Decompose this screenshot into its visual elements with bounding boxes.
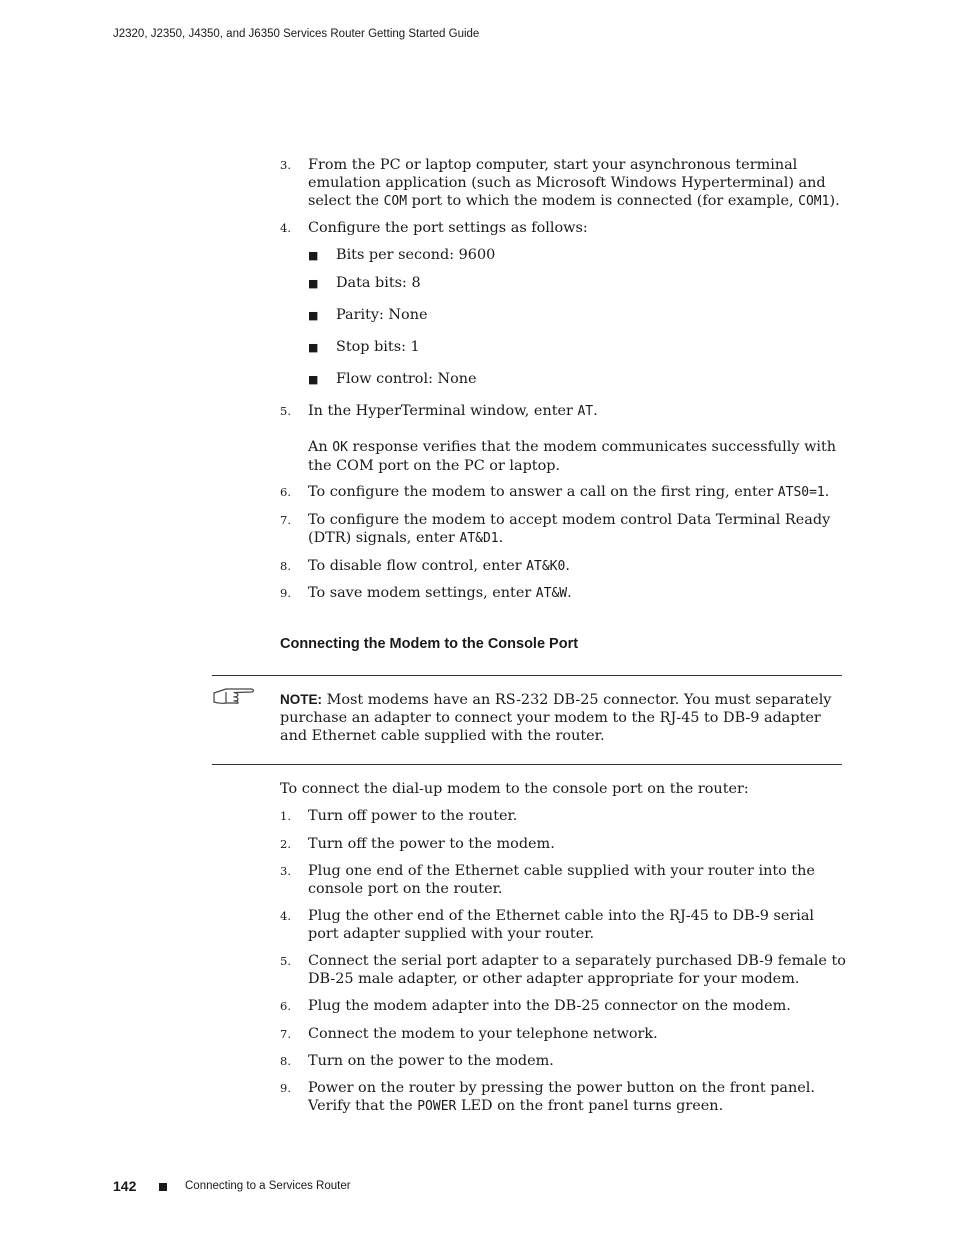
bullet-text: Data bits: 8 <box>336 275 421 291</box>
step-number: 1. <box>280 809 291 823</box>
step-number: 5. <box>280 954 291 968</box>
footer-section-title: Connecting to a Services Router <box>185 1180 351 1192</box>
step-text: Plug the other end of the Ethernet cable into the RJ-45 to DB-9 serial port adapter supplied with your router. <box>308 908 815 942</box>
step-text: In the HyperTerminal window, enter AT. <box>308 403 598 419</box>
step-number: 7. <box>280 513 291 527</box>
step-text: Connect the modem to your telephone network. <box>308 1026 658 1042</box>
step-text: To disable flow control, enter AT&K0. <box>308 558 570 574</box>
step-text: Connect the serial port adapter to a separately purchased DB-9 female to DB-25 male adapter, or other adapter appropriate for your modem. <box>308 953 846 987</box>
step-number: 2. <box>280 837 291 851</box>
step-number: 9. <box>280 586 291 600</box>
step-text: Turn off power to the router. <box>308 808 518 824</box>
step-number: 6. <box>280 999 291 1013</box>
page-number: 142 <box>113 1178 137 1194</box>
step-paragraph: An OK response verifies that the modem communicates successfully with the COM port on the PC or laptop. <box>308 439 837 474</box>
step-number: 3. <box>280 864 291 878</box>
step-text: Turn off the power to the modem. <box>308 836 555 852</box>
step-text: To configure the modem to accept modem control Data Terminal Ready (DTR) signals, enter AT&D1. <box>308 512 831 546</box>
running-header: J2320, J2350, J4350, and J6350 Services Router Getting Started Guide <box>113 28 480 40</box>
bullet-text: Flow control: None <box>336 371 477 387</box>
step-text: Plug the modem adapter into the DB-25 connector on the modem. <box>308 998 791 1014</box>
step-text: To save modem settings, enter AT&W. <box>308 585 572 601</box>
step-text: From the PC or laptop computer, start your asynchronous terminal emulation application (such as Microsoft Windows Hyperterminal) and select the COM port to which the modem is connected (for example, COM1). <box>308 157 840 209</box>
note-top-rule <box>212 675 842 676</box>
step-text: To configure the modem to answer a call on the first ring, enter ATS0=1. <box>308 484 830 500</box>
step-number: 4. <box>280 909 291 923</box>
bullet-text: Bits per second: 9600 <box>336 247 496 263</box>
step-text: Turn on the power to the modem. <box>308 1053 554 1069</box>
note-text: NOTE: Most modems have an RS-232 DB-25 connector. You must separately purchase an adapter to connect your modem to the RJ-45 to DB-9 adapter and Ethernet cable supplied with the router. <box>280 692 832 744</box>
note-bottom-rule <box>212 764 842 765</box>
step-text: Configure the port settings as follows: <box>308 220 588 236</box>
bullet-icon: ■ <box>308 249 319 262</box>
bullet-text: Parity: None <box>336 307 428 323</box>
step-number: 5. <box>280 404 291 418</box>
bullet-text: Stop bits: 1 <box>336 339 420 355</box>
pointing-hand-icon <box>212 684 256 706</box>
step-text: Power on the router by pressing the power button on the front panel. Verify that the POWER LED on the front panel turns green. <box>308 1080 815 1114</box>
section-heading: Connecting the Modem to the Console Port <box>280 636 579 652</box>
step-number: 4. <box>280 221 291 235</box>
bullet-icon: ■ <box>308 373 319 386</box>
intro-paragraph: To connect the dial-up modem to the console port on the router: <box>280 781 749 797</box>
step-number: 8. <box>280 1054 291 1068</box>
bullet-icon: ■ <box>308 309 319 322</box>
step-number: 7. <box>280 1027 291 1041</box>
step-text: Plug one end of the Ethernet cable supplied with your router into the console port on the router. <box>308 863 815 897</box>
step-number: 8. <box>280 559 291 573</box>
bullet-icon: ■ <box>308 277 319 290</box>
step-number: 9. <box>280 1081 291 1095</box>
step-number: 6. <box>280 485 291 499</box>
bullet-icon: ■ <box>308 341 319 354</box>
footer-square-icon <box>159 1183 167 1191</box>
step-number: 3. <box>280 158 291 172</box>
